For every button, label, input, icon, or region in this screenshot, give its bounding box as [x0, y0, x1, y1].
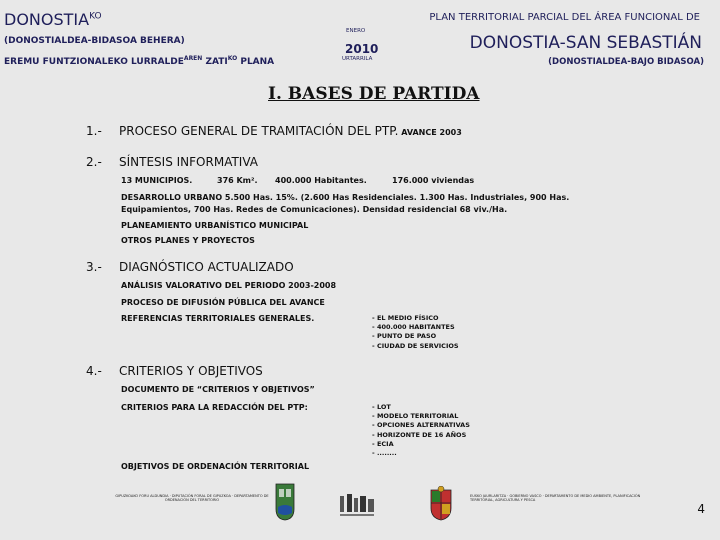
- urban-development-line2: Equipamientos, 700 Has. Redes de Comunicaciones). Densidad residencial 68 viv./Ha.: [121, 205, 508, 214]
- list-item: - EL MEDIO FÍSICO: [372, 314, 439, 322]
- list-item: PROCESO DE DIFUSIÓN PÚBLICA DEL AVANCE: [121, 298, 325, 307]
- header-left-title: $DONOSTIA^{KO}$: [4, 10, 102, 29]
- list-item: OTROS PLANES Y PROYECTOS: [121, 236, 255, 245]
- page-number: 4: [697, 502, 705, 516]
- list-item: - OPCIONES ALTERNATIVAS: [372, 421, 470, 430]
- gipuzkoa-shield-icon: [275, 483, 295, 521]
- section-4-heading: 4.- CRITERIOS Y OBJETIVOS: [86, 364, 263, 378]
- list-item: - CIUDAD DE SERVICIOS: [372, 341, 459, 350]
- criteria-list: [372, 403, 470, 458]
- list-item: ANÁLISIS VALORATIVO DEL PERIODO 2003-2008: [121, 281, 337, 290]
- list-item: - PUNTO DE PASO: [372, 332, 437, 341]
- list-item: - 400.000 HABITANTES: [372, 323, 455, 332]
- header-right-title: DONOSTIA-SAN SEBASTIÁN: [469, 33, 702, 53]
- stat-municipalities: 13 MUNICIPIOS.: [121, 176, 193, 185]
- section-1-heading: 1.- PROCESO GENERAL DE TRAMITACIÓN DEL PTP. AVANCE 2003: [86, 124, 462, 138]
- urban-development-line1: DESARROLLO URBANO 5.500 Has. 15%. (2.600 Has Residenciales. 1.300 Has. Industriales, 900 Has.: [121, 193, 570, 202]
- ikus-logo-icon: [338, 492, 378, 518]
- section-3-heading: 3.- DIAGNÓSTICO ACTUALIZADO: [86, 260, 294, 274]
- list-item: - MODELO TERRITORIAL: [372, 412, 459, 421]
- list-item: - ECIA: [372, 439, 394, 448]
- header-left-subtitle: (DONOSTIALDEA-BIDASOA BEHERA): [4, 36, 185, 46]
- list-item: - HORIZONTE DE 16 AÑOS: [372, 430, 467, 439]
- list-item: REFERENCIAS TERRITORIALES GENERALES.: [121, 314, 315, 323]
- stat-area: 376 Km².: [217, 176, 258, 185]
- footer-right-text: EUSKO JAURLARITZA · GOBIERNO VASCO · DEPARTAMENTO DE MEDIO AMBIENTE, PLANIFICACIÓN TERRITORIAL, AGRICULTURA Y PESCA: [470, 494, 641, 502]
- list-item: - ........: [372, 449, 397, 458]
- basque-government-shield-icon: [427, 486, 455, 522]
- stat-dwellings: 176.000 viviendas: [392, 176, 475, 185]
- header-right-subtitle: (DONOSTIALDEA-BAJO BIDASOA): [548, 57, 704, 67]
- list-item: - LOT: [372, 403, 391, 411]
- list-item: PLANEAMIENTO URBANÍSTICO MUNICIPAL: [121, 221, 309, 230]
- footer-left-text: GIPUZKOAKO FORU ALDUNDIA · DIPUTACIÓN FORAL DE GIPUZKOA · DEPARTAMENTO DE ORDENACIÓN DEL TERRITORIO: [115, 494, 269, 502]
- list-item: OBJETIVOS DE ORDENACIÓN TERRITORIAL: [121, 462, 310, 471]
- section-2-heading: 2.- SÍNTESIS INFORMATIVA: [86, 155, 258, 169]
- date-year-label: URTARRILA: [342, 56, 373, 62]
- list-item: CRITERIOS PARA LA REDACCIÓN DEL PTP:: [121, 403, 308, 412]
- list-item: DOCUMENTO DE “CRITERIOS Y OBJETIVOS”: [121, 385, 315, 394]
- page-title: I. BASES DE PARTIDA: [268, 84, 480, 104]
- references-list: [372, 314, 459, 351]
- header-left-plan: EREMU FUNTZIONALEKO $LURRALDE^{AREN}$ $ZATI^{KO}$ PLANA: [4, 55, 275, 67]
- stat-inhabitants: 400.000 Habitantes.: [275, 176, 367, 185]
- header-right-line1: PLAN TERRITORIAL PARCIAL DEL ÁREA FUNCIONAL DE: [429, 12, 700, 23]
- date-month: ENERO: [346, 28, 366, 34]
- date-year: 2010: [345, 42, 379, 56]
